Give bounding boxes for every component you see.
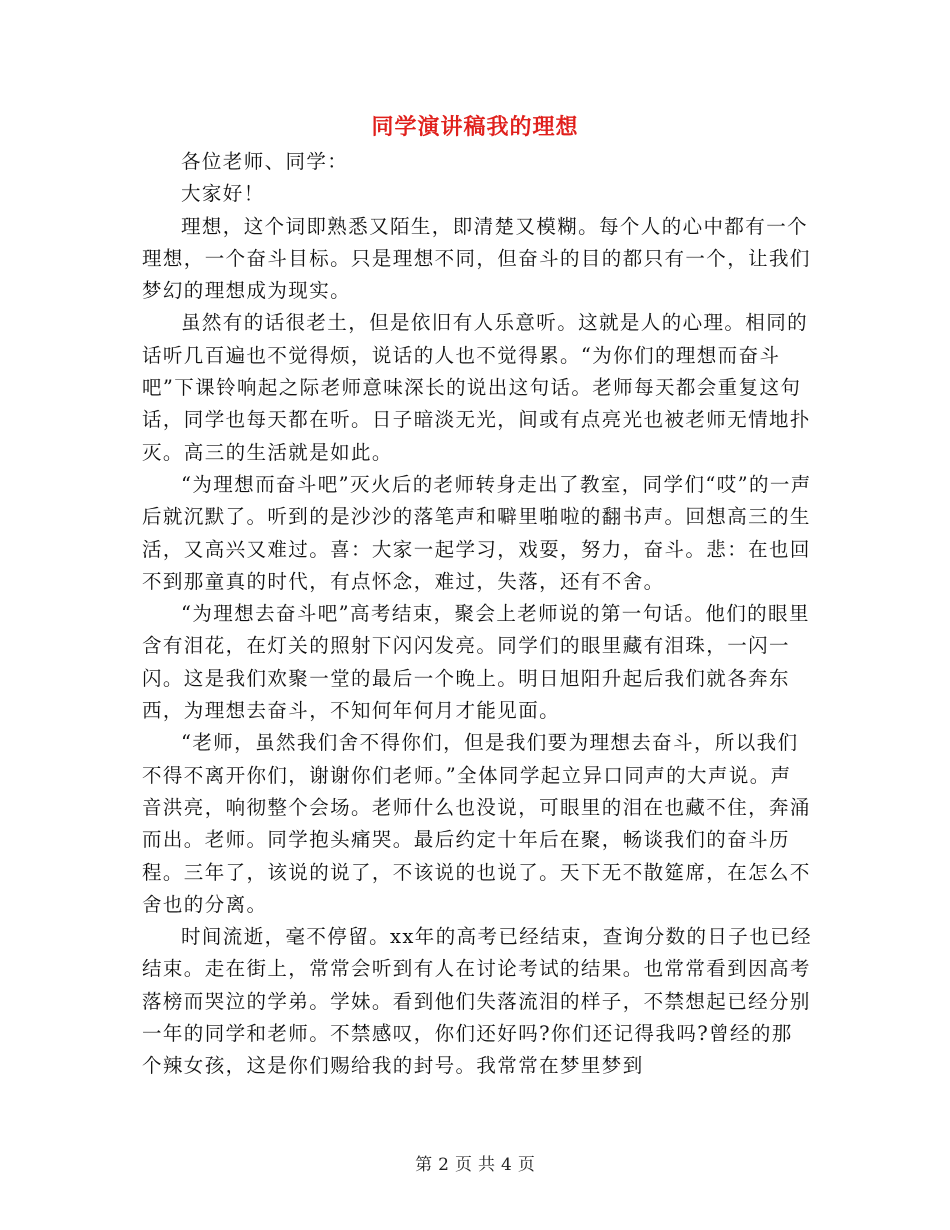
paragraph: “老师，虽然我们舍不得你们，但是我们要为理想去奋斗，所以我们不得不离开你们，谢谢你们老师。”全体同学起立异口同声的大声说。声音洪亮，响彻整个会场。老师什么也没说，可眼里的泪在也藏不住，奔涌而出。老师。同学抱头痛哭。最后约定十年后在聚，畅谈我们的奋斗历程。三年了，该说的说了，不该说的也说了。天下无不散筵席，在怎么不舍也的分离。 — [142, 731, 811, 916]
paragraph: 理想，这个词即熟悉又陌生，即清楚又模糊。每个人的心中都有一个理想，一个奋斗目标。只是理想不同，但奋斗的目的都只有一个，让我们梦幻的理想成为现实。 — [142, 214, 811, 303]
footer-label-page: 第 — [415, 1155, 433, 1175]
footer-label-page-unit: 页 — [455, 1155, 472, 1175]
paragraph-salutation: 各位老师、同学： — [181, 150, 349, 173]
paragraph: “为理想去奋斗吧”高考结束，聚会上老师说的第一句话。他们的眼里含有泪花，在灯关的照射下闪闪发亮。同学们的眼里藏有泪珠，一闪一闪。这是我们欢聚一堂的最后一个晚上。明日旭阳升起后我们就各奔东西，为理想去奋斗，不知何年何月才能见面。 — [142, 602, 810, 723]
paragraph-greeting: 大家好！ — [181, 182, 265, 206]
paragraph: 虽然有的话很老土，但是依旧有人乐意听。这就是人的心理。相同的话听几百遍也不觉得烦，说话的人也不觉得累。“为你们的理想而奋斗吧”下课铃响起之际老师意味深长的说出这句话。老师每天都会重复这句话，同学也每天都在听。日子暗淡无光，间或有点亮光也被老师无情地扑灭。高三的生活就是如此。 — [142, 311, 811, 464]
footer-label-total-unit: 页 — [517, 1155, 535, 1175]
footer-label-total: 共 — [478, 1155, 495, 1175]
page-number-footer — [0, 1153, 950, 1177]
footer-total-pages: 4 — [501, 1155, 512, 1175]
paragraph: 时间流逝，毫不停留。xx年的高考已经结束，查询分数的日子也已经结束。走在街上，常常会听到有人在讨论考试的结果。也常常看到因高考落榜而哭泣的学弟。学妹。看到他们失落流泪的样子，不禁想起已经分别一年的同学和老师。不禁感叹，你们还好吗?你们还记得我吗?曾经的那个辣女孩，这是你们赐给我的封号。我常常在梦里梦到 — [142, 925, 812, 1078]
document-body — [142, 146, 812, 1083]
footer-current-page: 2 — [438, 1155, 449, 1175]
document-title: 同学演讲稿我的理想 — [371, 114, 579, 140]
paragraph: “为理想而奋斗吧”灭火后的老师转身走出了教室，同学们“哎”的一声后就沉默了。听到的是沙沙的落笔声和噼里啪啦的翻书声。回想高三的生活，又高兴又难过。喜：大家一起学习，戏耍，努力，奋斗。悲：在也回不到那童真的时代，有点怀念，难过，失落，还有不舍。 — [142, 472, 812, 593]
